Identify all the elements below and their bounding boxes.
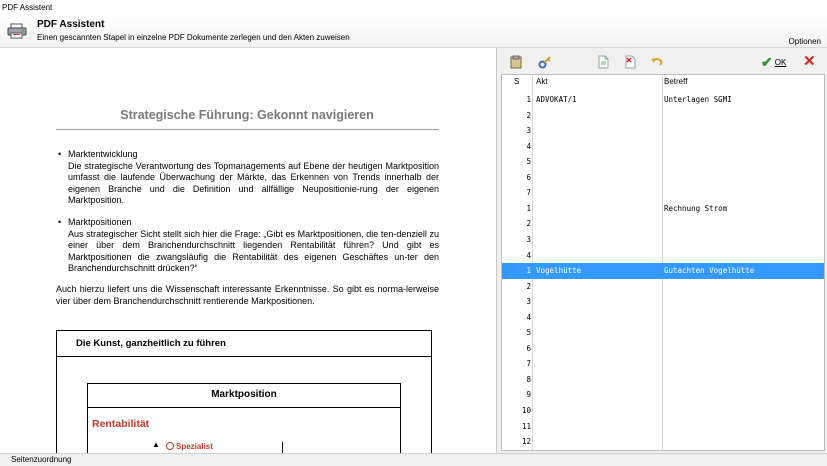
row-number: 3 [526,126,531,136]
table-row[interactable] [502,419,824,435]
row-number: 1 [526,203,531,213]
bullet-heading: • Marktentwicklung [56,149,439,161]
row-betreff[interactable]: Rechnung Strom [664,203,728,213]
row-number: 5 [526,157,531,167]
marktposition-title: Marktposition [211,389,277,400]
bullet-text: Die strategische Verantwortung des Topmanagements auf Ebene der heutigen Marktposition umfasst die laufende Überwachung der Märkte, das Erkennen von Trends innerhalb der eigenen Branche und die Definition und allfällige Neupositionie-rung der eigenen Marktposition. [68,160,439,205]
row-number: 1 [526,95,531,104]
bullet-text: Aus strategischer Sicht stellt sich hier die Frage: „Gibt es Marktpositionen, die ten-denziell zu einer über dem Branchendurchschnitt liegenden Rentabilität führen? Und gibt es Marktpositionen die zwangsläufig die Rentabilität des eigenen Geschäftes un-ter den Branchendurchschnitt drücken?“ [68,228,439,273]
table-row[interactable] [502,170,824,186]
title-divider [56,129,439,130]
table-row[interactable] [502,154,824,170]
table-row[interactable] [502,201,824,217]
toolbar [499,48,827,74]
table-row[interactable] [502,294,824,310]
document-paragraph: Auch hierzu liefert uns die Wissenschaft interessante Erkenntnisse. So gibt es norma-lerweise vier über dem Branchendurchschnitt rentierende Markpositionen. [56,284,439,306]
row-number: 4 [526,141,531,151]
row-number: 10 [521,406,531,415]
marktposition-divider [88,407,400,408]
figure-box [56,330,432,453]
row-number: 7 [526,359,531,369]
row-number: 1 [526,266,531,276]
row-betreff[interactable]: Gutachten Vogelhütte [664,266,755,276]
table-row[interactable] [502,92,824,108]
options-menu[interactable]: Optionen [788,37,821,46]
document-icon[interactable] [595,54,611,70]
table-row[interactable] [502,356,824,372]
row-number: 7 [526,188,531,198]
ok-label: OK [774,57,787,67]
header [0,15,827,48]
row-betreff[interactable]: Unterlagen SGMI [664,95,732,104]
table-row[interactable] [502,108,824,124]
ok-button[interactable] [761,54,786,70]
app-subtitle: Einen gescannten Stapel in einzelne PDF Dokumente zerlegen und den Akten zuweisen [37,33,350,42]
bullet-heading: • Marktpositionen [56,217,439,229]
table-row[interactable] [502,123,824,139]
bullet-marktpositionen [56,217,439,275]
undo-icon[interactable] [649,54,665,70]
table-row[interactable] [502,310,824,326]
window-title: PDF Assistent [0,0,827,15]
table-row[interactable] [502,279,824,295]
table-row[interactable] [502,216,824,232]
row-number: 4 [526,250,531,260]
figure-title: Die Kunst, ganzheitlich zu führen [76,338,226,349]
rentabilitaet-label: Rentabilität [92,418,150,430]
row-akt[interactable]: ADVOKAT/1 [536,95,577,104]
printer-icon [7,23,27,39]
row-number: 6 [526,343,531,353]
arrow-up-icon: ▲ [152,440,160,449]
row-number: 5 [526,328,531,338]
column-header-akt[interactable]: Akt [536,77,548,86]
key-icon[interactable] [537,54,553,70]
grid-header [502,75,824,89]
row-number: 3 [526,234,531,244]
table-row[interactable] [502,248,824,264]
table-row[interactable] [502,387,824,403]
row-number: 2 [526,281,531,291]
table-row[interactable] [502,325,824,341]
marktposition-box [87,383,401,453]
table-row[interactable] [502,185,824,201]
column-header-s[interactable]: S [514,77,520,86]
table-row[interactable] [502,139,824,155]
row-number: 11 [521,421,531,431]
table-row[interactable] [502,372,824,388]
paste-icon[interactable] [508,54,524,70]
app-title: PDF Assistent [37,19,105,30]
check-icon: ✔ [761,53,773,70]
row-akt[interactable]: Vogelhütte [536,266,582,276]
delete-document-icon[interactable] [622,54,638,70]
figure-divider [57,356,431,357]
document-preview[interactable] [0,48,497,453]
row-number: 8 [526,374,531,384]
row-number: 12 [521,437,531,447]
row-number: 2 [526,110,531,120]
target-icon [166,442,174,450]
axis-line [282,442,283,453]
assignment-grid[interactable] [501,74,825,451]
spezialist-text: Spezialist [176,442,213,451]
table-row[interactable] [502,434,824,450]
row-number: 6 [526,172,531,182]
column-header-betreff[interactable]: Betreff [664,77,688,86]
row-number: 3 [526,297,531,307]
row-number: 4 [526,312,531,322]
table-row[interactable] [502,341,824,357]
close-icon[interactable]: ✕ [803,53,816,70]
row-number: 2 [526,219,531,229]
table-row[interactable] [502,403,824,419]
spezialist-label [166,442,213,451]
assignment-pane [499,48,827,453]
status-bar: Seitenzuordnung [0,453,827,466]
document-title: Strategische Führung: Gekonnt navigieren [120,108,374,122]
bullet-marktentwicklung [56,149,439,207]
row-number: 9 [526,390,531,400]
table-row[interactable] [502,263,824,279]
table-row[interactable] [502,232,824,248]
